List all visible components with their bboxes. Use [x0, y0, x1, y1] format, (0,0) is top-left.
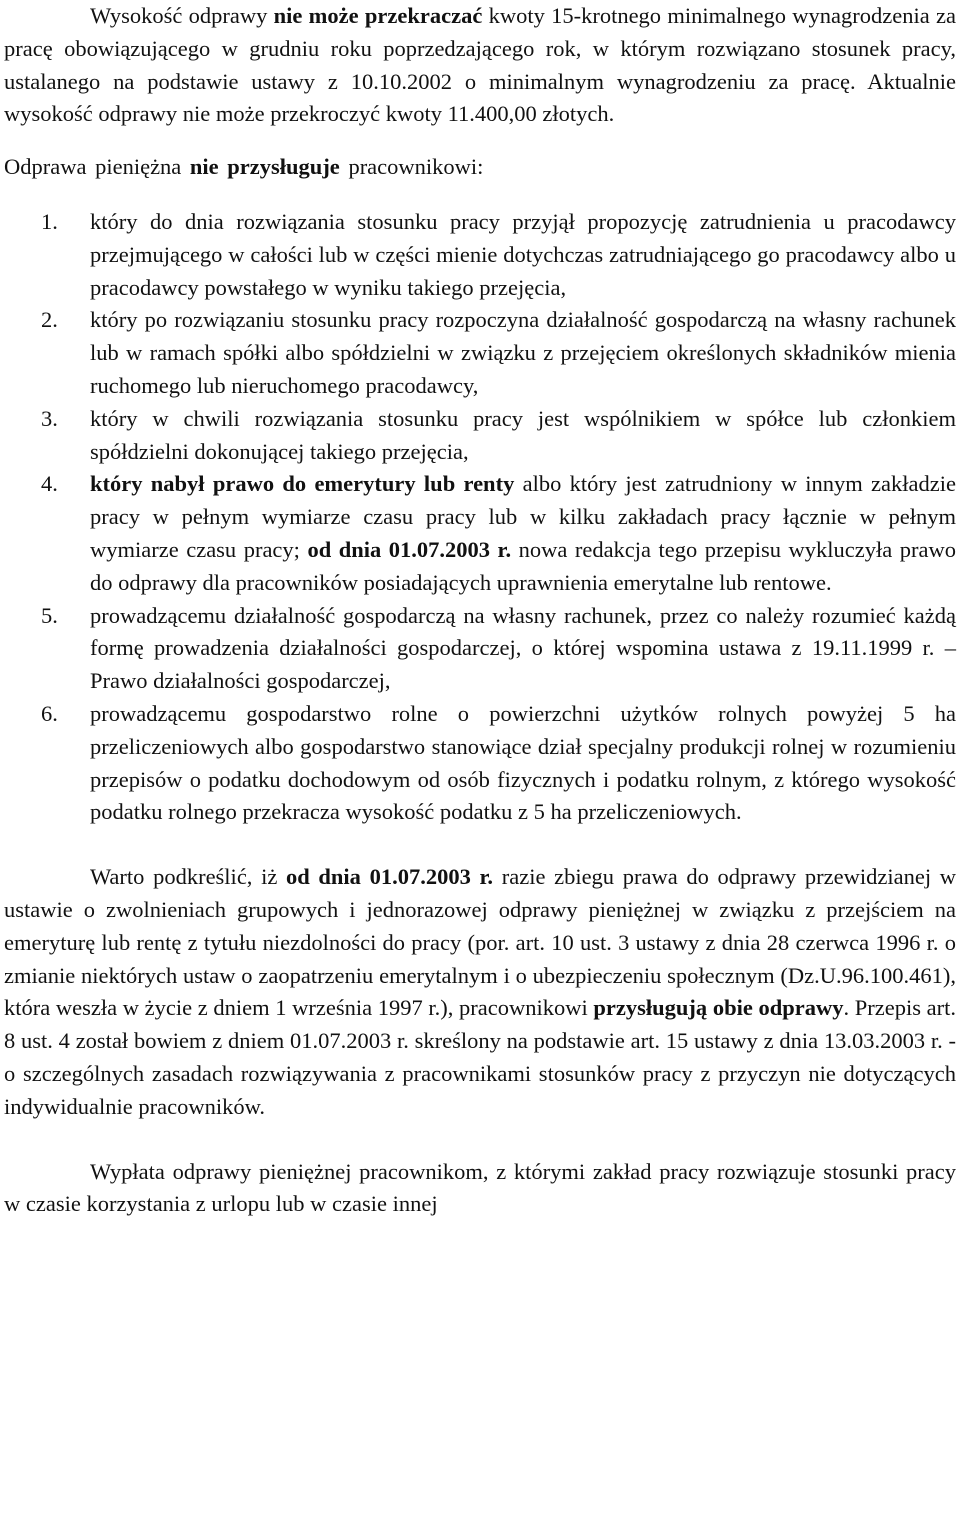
list-item-text: który w chwili rozwiązania stosunku pracy jest wspólnikiem w spółce lub członkiem spółdzielni dokonującej takiego przejęcia, — [90, 405, 956, 464]
list-item — [4, 403, 956, 469]
warto-text-1: Warto podkreślić, iż — [90, 864, 286, 890]
heading-bold: nie przysługuje — [189, 154, 340, 180]
intro-text-1: Wysokość odprawy — [90, 3, 274, 28]
list-item-text: prowadzącemu działalność gospodarczą na własny rachunek, przez co należy rozumieć każdą formę prowadzenia działalności gospodarczej, o której wspomina ustawa z 19.11.1999 r. – Prawo działalności gospodarczej, — [90, 602, 956, 694]
warto-text-2: razie zbiegu prawa do odprawy przewidzianej w ustawie o zwolnieniach grupowych i jednorazowej odprawy pieniężnej w związku z przejściem na emeryturę lub rentę z tytułu niezdolności do pracy (por. art. 10 ust. 3 ustawy z dnia 28 czerwca 1996 r. o zmianie niektórych ustaw o zaopatrzeniu emerytalnym i o ubezpieczeniu społecznym (Dz.U.96.100.461), która weszła w życie z dniem 1 września 1997 r.), pracownikowi — [4, 864, 956, 1021]
list-item — [4, 468, 956, 599]
exclusions-list — [4, 206, 956, 829]
intro-bold: nie może przekraczać — [273, 3, 483, 28]
intro-paragraph — [4, 0, 956, 131]
warto-paragraph — [4, 861, 956, 1123]
warto-bold-date: od dnia 01.07.2003 r. — [285, 864, 494, 890]
list-item-number: 4. — [41, 471, 58, 497]
list-item-text — [90, 468, 956, 599]
list-item-text: który do dnia rozwiązania stosunku pracy przyjął propozycję zatrudnienia u pracodawcy przejmującego w całości lub w części mienie dotychczas zatrudniającego go pracodawcy albo u pracodawcy powstałego w wyniku takiego przejęcia, — [90, 208, 956, 300]
list-item-text: prowadzącemu gospodarstwo rolne o powierzchni użytków rolnych powyżej 5 ha przeliczeniowych albo gospodarstwo stanowiące dział specjalny produkcji rolnej w rozumieniu przepisów o podatku dochodowym od osób fizycznych i podatku rolnym, z którego wysokość podatku rolnego przekracza wysokość podatku z 5 ha przeliczeniowych. — [90, 700, 956, 825]
list-item-bold: który nabył prawo do emerytury lub renty — [90, 471, 515, 497]
heading-text-2: pracownikowi: — [339, 154, 484, 180]
list-item-text: który po rozwiązaniu stosunku pracy rozpoczyna działalność gospodarczą na własny rachunek lub w ramach spółki albo spółdzielni w związku z przejęciem określonych składników mienia ruchomego lub nieruchomego pracodawcy, — [90, 307, 956, 398]
list-item — [4, 698, 956, 829]
list-item-text-part: nowa redakcja tego przepisu wykluczyła prawo do odprawy dla pracowników posiadających uprawnienia emerytalne lub rentowe. — [90, 536, 956, 595]
intro-text-2: kwoty 15-krotnego minimalnego wynagrodzenia za pracę obowiązującego w grudniu roku poprzedzającego rok, w którym rozwiązano stosunek pracy, ustalanego na podstawie ustawy z 10.10.2002 o minimalnym wynagrodzeniu za pracę. Aktualnie wysokość odprawy nie może przekroczyć kwoty 11.400,00 złotych. — [4, 3, 956, 127]
list-item — [4, 600, 956, 698]
warto-bold-odprawy: przysługują obie odprawy — [593, 995, 844, 1021]
list-item-number: 1. — [41, 208, 58, 234]
list-item — [4, 206, 956, 304]
heading-text-1: Odprawa pieniężna — [4, 154, 190, 180]
list-heading — [4, 151, 956, 184]
list-item-bold-date: od dnia 01.07.2003 r. — [307, 536, 512, 562]
wyplata-paragraph — [4, 1156, 956, 1222]
list-item-number: 3. — [41, 405, 58, 431]
list-item-number: 6. — [41, 700, 58, 726]
list-item-number: 2. — [41, 307, 58, 333]
list-item-text-part: albo który jest zatrudniony w innym zakładzie pracy w pełnym wymiarze czasu pracy lub w kilku zakładach pracy łącznie w pełnym wymiarze czasu pracy; — [90, 471, 956, 562]
list-item-number: 5. — [41, 602, 58, 628]
list-item — [4, 304, 956, 402]
wyplata-text: Wypłata odprawy pieniężnej pracownikom, z którymi zakład pracy rozwiązuje stosunki pracy w czasie korzystania z urlopu lub w czasie innej — [4, 1158, 956, 1217]
warto-text-3: . Przepis art. 8 ust. 4 został bowiem z dniem 01.07.2003 r. skreślony na podstawie art. 15 ustawy z dnia 13.03.2003 r. - o szczególnych zasadach rozwiązywania z pracownikami stosunków pracy z przyczyn nie dotyczących indywidualnie pracowników. — [4, 995, 956, 1119]
